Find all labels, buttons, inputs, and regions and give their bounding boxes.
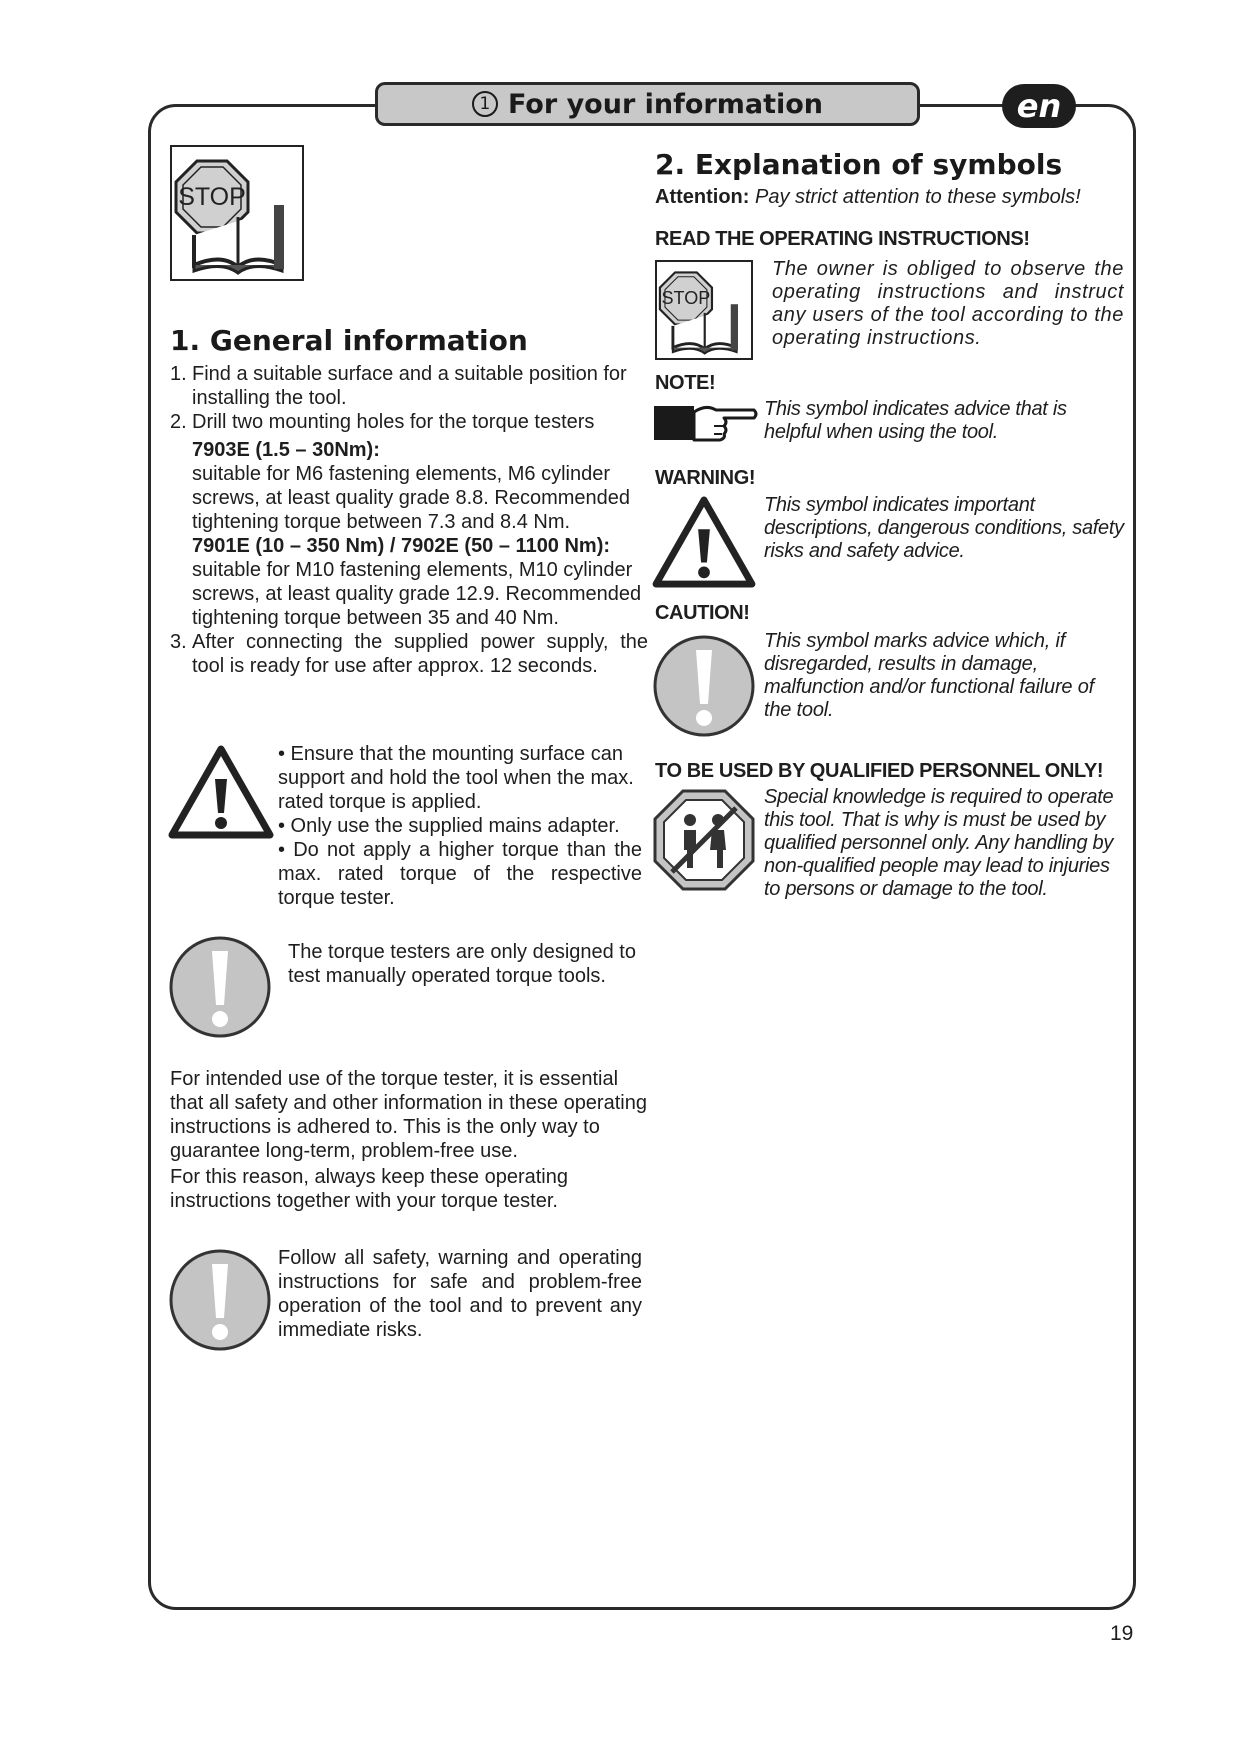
symbol-title-caution: CAUTION! xyxy=(655,602,750,624)
warning-bullet: • Do not apply a higher torque than the max. rated torque of the respective torque tester. xyxy=(278,839,642,909)
explanation-of-symbols-heading: 2. Explanation of symbols xyxy=(655,148,1063,181)
model-7901e-7902e-text: suitable for M10 fastening elements, M10 cylinder screws, at least quality grade 12.9. Recommended tightening torque between 35 and 40 Nm. xyxy=(192,559,642,629)
symbol-text-caution: This symbol marks advice which, if disregarded, results in damage, malfunction and/or functional failure of the tool. xyxy=(764,630,1094,721)
warning-bullet: • Ensure that the mounting surface can support and hold the tool when the max. rated torque is applied. xyxy=(278,743,634,813)
attention-label: Attention: xyxy=(655,186,750,208)
model-7901e-7902e-heading: 7901E (10 – 350 Nm) / 7902E (50 – 1100 Nm): xyxy=(192,535,611,557)
caution-exclamation-icon xyxy=(168,1248,272,1357)
caution-exclamation-icon xyxy=(168,935,272,1044)
warning-triangle-icon xyxy=(652,496,756,593)
attention-text: Pay strict attention to these symbols! xyxy=(754,186,1081,208)
section-number-badge: 1 xyxy=(472,91,498,117)
general-information-heading: 1. General information xyxy=(170,324,528,357)
list-item: 2. Drill two mounting holes for the torque testers 7903E (1.5 – 30Nm): suitable for M6 fastening elements, M6 cylinder screws, at least quality grade 8.8. Recommended tightening torque between 7.3 and 8.4 Nm. 7901E (10 – 350 Nm) / 7902E (50 – 1100 Nm): suitable for M10 fastening elements, M10 cylinder screws, at least quality grade 12.9. Recommended tightening torque between 35 and 40 Nm. xyxy=(170,410,648,630)
stop-book-icon xyxy=(170,145,304,281)
section-title-tab xyxy=(375,82,920,126)
caution-exclamation-icon xyxy=(652,634,756,743)
symbol-text-qualified-personnel: Special knowledge is required to operate this tool. That is why is must be used by qualified personnel only. Any handling by non-qualified people may lead to injuries to persons or damage to the tool. xyxy=(764,786,1114,900)
model-7903e-heading: 7903E (1.5 – 30Nm): xyxy=(192,439,380,461)
intended-use-text xyxy=(170,1067,648,1213)
symbol-title-warning: WARNING! xyxy=(655,467,756,489)
pointing-hand-icon xyxy=(654,400,758,449)
stop-text: STOP xyxy=(661,288,711,309)
caution-note-1: The torque testers are only designed to test manually operated torque tools. xyxy=(288,941,636,987)
warning-bullet: • Only use the supplied mains adapter. xyxy=(278,815,620,837)
warning-triangle-icon xyxy=(168,745,274,844)
general-information-list xyxy=(170,362,648,678)
caution-note-2: Follow all safety, warning and operating instructions for safe and problem-free operation of the tool and to prevent any immediate risks. xyxy=(278,1247,642,1341)
stop-text: STOP xyxy=(178,183,246,211)
symbol-title-qualified-personnel: TO BE USED BY QUALIFIED PERSONNEL ONLY! xyxy=(655,760,1104,782)
list-item: 1. Find a suitable surface and a suitable position for installing the tool. xyxy=(170,363,627,409)
symbol-title-note: NOTE! xyxy=(655,372,716,394)
intended-use-paragraph-1: For intended use of the torque tester, it is essential that all safety and other information in these operating instructions is adhered to. This is the only way to guarantee long-term, problem-free use. xyxy=(170,1068,647,1162)
list-item: 3. After connecting the supplied power supply, the tool is ready for use after approx. 12 seconds. xyxy=(170,631,648,677)
symbol-text-read-instructions: The owner is obliged to observe the operating instructions and instruct any users of the tool according to the operating instructions. xyxy=(772,258,1124,349)
warning-bullets xyxy=(278,742,642,910)
stop-book-icon xyxy=(655,260,753,360)
symbol-text-note: This symbol indicates advice that is helpful when using the tool. xyxy=(764,398,1067,443)
page-number: 19 xyxy=(1110,1622,1134,1645)
model-7903e-text: suitable for M6 fastening elements, M6 cylinder screws, at least quality grade 8.8. Recommended tightening torque between 7.3 and 8.4 Nm. xyxy=(192,463,630,533)
symbol-title-read-instructions: READ THE OPERATING INSTRUCTIONS! xyxy=(655,228,1030,250)
symbol-text-warning: This symbol indicates important descriptions, dangerous conditions, safety risks and safety advice. xyxy=(764,494,1124,562)
attention-line xyxy=(655,186,1081,209)
intended-use-paragraph-2: For this reason, always keep these operating instructions together with your torque tester. xyxy=(170,1166,568,1212)
section-title: For your information xyxy=(507,88,824,120)
language-badge: en xyxy=(1002,84,1076,128)
qualified-personnel-icon xyxy=(652,788,756,897)
